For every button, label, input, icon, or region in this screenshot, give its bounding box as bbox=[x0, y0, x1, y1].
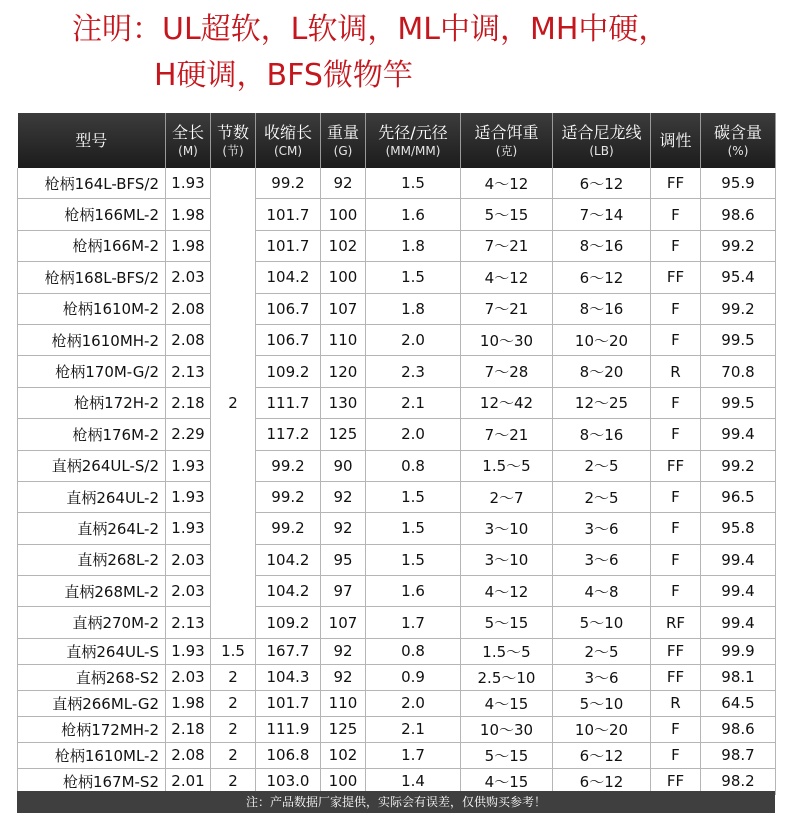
table-cell: 99.9 bbox=[701, 638, 776, 664]
table-cell: 6～12 bbox=[553, 168, 651, 199]
table-cell: 104.3 bbox=[256, 664, 321, 690]
table-cell: 107 bbox=[321, 607, 366, 638]
table-cell: 10～30 bbox=[461, 324, 553, 355]
table-cell: 8～16 bbox=[553, 230, 651, 261]
column-header-unit: (G) bbox=[333, 143, 353, 158]
table-cell: 0.9 bbox=[366, 664, 461, 690]
table-cell: 117.2 bbox=[256, 419, 321, 450]
table-cell: 1.5 bbox=[366, 481, 461, 512]
spec-table bbox=[17, 113, 776, 795]
table-cell: 5～10 bbox=[553, 690, 651, 716]
column-header-label: 碳含量 bbox=[713, 122, 762, 142]
table-row bbox=[18, 576, 776, 607]
column-header-unit: (克) bbox=[495, 143, 518, 158]
table-cell: 8～16 bbox=[553, 419, 651, 450]
table-cell: 99.2 bbox=[701, 293, 776, 324]
table-cell: 直柄268ML-2 bbox=[18, 576, 166, 607]
table-cell: 99.5 bbox=[701, 387, 776, 418]
note-line-1: 注明：UL超软，L软调，ML中调，MH中硬， bbox=[72, 12, 669, 47]
table-cell: 92 bbox=[321, 513, 366, 544]
table-cell: 95.4 bbox=[701, 262, 776, 293]
table-cell: 6～12 bbox=[553, 742, 651, 768]
table-cell: 1.93 bbox=[166, 513, 211, 544]
table-row bbox=[18, 356, 776, 387]
table-row bbox=[18, 387, 776, 418]
table-row bbox=[18, 419, 776, 450]
table-cell: 100 bbox=[321, 199, 366, 230]
table-cell: 102 bbox=[321, 742, 366, 768]
table-cell: 7～14 bbox=[553, 199, 651, 230]
table-cell: 1.6 bbox=[366, 199, 461, 230]
table-cell: F bbox=[651, 324, 701, 355]
table-cell: 100 bbox=[321, 262, 366, 293]
table-cell: 96.5 bbox=[701, 481, 776, 512]
table-cell: 直柄268-S2 bbox=[18, 664, 166, 690]
table-cell: 4～8 bbox=[553, 576, 651, 607]
table-cell: 110 bbox=[321, 324, 366, 355]
table-row bbox=[18, 450, 776, 481]
table-cell: 99.2 bbox=[256, 481, 321, 512]
table-cell: 106.7 bbox=[256, 324, 321, 355]
table-cell: 10～30 bbox=[461, 716, 553, 742]
table-cell: 92 bbox=[321, 638, 366, 664]
table-cell: 98.7 bbox=[701, 742, 776, 768]
table-cell: 1.8 bbox=[366, 230, 461, 261]
table-cell: 1.98 bbox=[166, 199, 211, 230]
table-row bbox=[18, 293, 776, 324]
table-row bbox=[18, 716, 776, 742]
table-cell: 1.8 bbox=[366, 293, 461, 324]
table-cell: 98.1 bbox=[701, 664, 776, 690]
table-cell: F bbox=[651, 513, 701, 544]
table-cell: 99.4 bbox=[701, 607, 776, 638]
table-cell: 2 bbox=[211, 716, 256, 742]
table-cell: 2.0 bbox=[366, 419, 461, 450]
table-cell: 2.29 bbox=[166, 419, 211, 450]
table-cell: 2.01 bbox=[166, 768, 211, 794]
table-cell: 99.2 bbox=[256, 168, 321, 199]
table-cell: 2.0 bbox=[366, 690, 461, 716]
column-header-label: 适合尼龙线 bbox=[561, 122, 642, 142]
table-cell: 枪柄172H-2 bbox=[18, 387, 166, 418]
table-cell: FF bbox=[651, 664, 701, 690]
table-cell: 直柄268L-2 bbox=[18, 544, 166, 575]
table-row bbox=[18, 262, 776, 293]
column-header-label: 型号 bbox=[75, 130, 108, 150]
table-cell: 1.5～5 bbox=[461, 450, 553, 481]
table-cell: 0.8 bbox=[366, 450, 461, 481]
table-cell: FF bbox=[651, 262, 701, 293]
column-header-unit: (LB) bbox=[589, 143, 614, 158]
table-cell: R bbox=[651, 356, 701, 387]
table-cell: 枪柄1610ML-2 bbox=[18, 742, 166, 768]
table-header-row bbox=[18, 113, 776, 168]
table-cell: 4～12 bbox=[461, 576, 553, 607]
table-cell: 99.2 bbox=[256, 450, 321, 481]
table-row bbox=[18, 742, 776, 768]
table-cell: 0.8 bbox=[366, 638, 461, 664]
table-cell: F bbox=[651, 481, 701, 512]
table-cell: 2.13 bbox=[166, 607, 211, 638]
table-cell: 100 bbox=[321, 768, 366, 794]
table-cell: 7～21 bbox=[461, 419, 553, 450]
table-cell: 2.0 bbox=[366, 324, 461, 355]
table-cell: 1.5 bbox=[366, 544, 461, 575]
table-cell: 枪柄1610M-2 bbox=[18, 293, 166, 324]
table-cell: 2 bbox=[211, 690, 256, 716]
table-cell: 枪柄164L-BFS/2 bbox=[18, 168, 166, 199]
table-cell: 101.7 bbox=[256, 230, 321, 261]
table-cell: 3～6 bbox=[553, 544, 651, 575]
table-row bbox=[18, 168, 776, 199]
column-header bbox=[701, 113, 776, 168]
table-cell: 97 bbox=[321, 576, 366, 607]
table-cell: 111.7 bbox=[256, 387, 321, 418]
column-header-unit: (节) bbox=[222, 143, 244, 158]
column-header-label: 收缩长 bbox=[263, 122, 312, 142]
table-cell: 8～20 bbox=[553, 356, 651, 387]
table-cell: 1.5 bbox=[211, 638, 256, 664]
note-line-2: H硬调，BFS微物竿 bbox=[154, 58, 413, 93]
table-cell: 95.8 bbox=[701, 513, 776, 544]
table-cell: 95.9 bbox=[701, 168, 776, 199]
table-cell: 103.0 bbox=[256, 768, 321, 794]
table-cell: 102 bbox=[321, 230, 366, 261]
table-cell: F bbox=[651, 576, 701, 607]
table-cell: F bbox=[651, 199, 701, 230]
table-cell: 2.13 bbox=[166, 356, 211, 387]
table-cell: R bbox=[651, 690, 701, 716]
table-cell: 120 bbox=[321, 356, 366, 387]
table-row bbox=[18, 481, 776, 512]
column-header bbox=[18, 113, 166, 168]
table-row bbox=[18, 199, 776, 230]
table-cell: 2.08 bbox=[166, 324, 211, 355]
table-cell: 5～15 bbox=[461, 199, 553, 230]
column-header-unit: (CM) bbox=[273, 143, 303, 158]
table-cell: 12～42 bbox=[461, 387, 553, 418]
table-cell: 90 bbox=[321, 450, 366, 481]
table-row bbox=[18, 607, 776, 638]
table-cell: F bbox=[651, 544, 701, 575]
table-cell: F bbox=[651, 387, 701, 418]
table-cell: 4～12 bbox=[461, 168, 553, 199]
column-header-label: 先径/元径 bbox=[378, 122, 448, 142]
table-cell: 2.1 bbox=[366, 716, 461, 742]
table-cell: 99.2 bbox=[701, 230, 776, 261]
table-cell: 3～6 bbox=[553, 513, 651, 544]
table-cell: 5～15 bbox=[461, 742, 553, 768]
table-cell: 98.6 bbox=[701, 716, 776, 742]
table-cell: 2.03 bbox=[166, 544, 211, 575]
table-cell: 110 bbox=[321, 690, 366, 716]
table-cell: 99.2 bbox=[256, 513, 321, 544]
table-cell: 109.2 bbox=[256, 356, 321, 387]
table-cell: 92 bbox=[321, 664, 366, 690]
table-cell: 95 bbox=[321, 544, 366, 575]
column-header bbox=[256, 113, 321, 168]
table-cell: 枪柄166ML-2 bbox=[18, 199, 166, 230]
table-cell: 直柄266ML-G2 bbox=[18, 690, 166, 716]
table-cell: 99.4 bbox=[701, 544, 776, 575]
table-cell: 2.5～10 bbox=[461, 664, 553, 690]
table-cell: 4～15 bbox=[461, 768, 553, 794]
table-cell: 2.03 bbox=[166, 262, 211, 293]
table-cell: 2 bbox=[211, 768, 256, 794]
table-cell: F bbox=[651, 293, 701, 324]
table-cell: 4～12 bbox=[461, 262, 553, 293]
table-cell: 1.5 bbox=[366, 168, 461, 199]
table-cell: 1.6 bbox=[366, 576, 461, 607]
table-cell: 106.8 bbox=[256, 742, 321, 768]
table-cell: 107 bbox=[321, 293, 366, 324]
column-header-unit: (MM/MM) bbox=[385, 143, 441, 158]
table-cell: 2.08 bbox=[166, 293, 211, 324]
table-cell: 1.5～5 bbox=[461, 638, 553, 664]
table-row bbox=[18, 513, 776, 544]
table-cell: FF bbox=[651, 638, 701, 664]
table-cell: 1.93 bbox=[166, 638, 211, 664]
table-cell: 2 bbox=[211, 664, 256, 690]
table-cell: 64.5 bbox=[701, 690, 776, 716]
table-row bbox=[18, 638, 776, 664]
table-cell: 4～15 bbox=[461, 690, 553, 716]
table-cell: 枪柄166M-2 bbox=[18, 230, 166, 261]
table-cell: 130 bbox=[321, 387, 366, 418]
column-header bbox=[553, 113, 651, 168]
table-cell: 167.7 bbox=[256, 638, 321, 664]
table-row bbox=[18, 544, 776, 575]
table-cell: 7～28 bbox=[461, 356, 553, 387]
column-header-label: 重量 bbox=[326, 122, 359, 142]
table-cell: F bbox=[651, 716, 701, 742]
table-cell: 1.7 bbox=[366, 607, 461, 638]
table-cell: RF bbox=[651, 607, 701, 638]
table-cell: 3～10 bbox=[461, 544, 553, 575]
table-cell: 6～12 bbox=[553, 262, 651, 293]
column-header bbox=[166, 113, 211, 168]
table-cell: 99.4 bbox=[701, 419, 776, 450]
table-cell: 99.5 bbox=[701, 324, 776, 355]
table-cell: 2.08 bbox=[166, 742, 211, 768]
table-row bbox=[18, 324, 776, 355]
table-cell: 枪柄170M-G/2 bbox=[18, 356, 166, 387]
table-cell: 2.18 bbox=[166, 387, 211, 418]
table-cell: 2.03 bbox=[166, 576, 211, 607]
table-cell: 106.7 bbox=[256, 293, 321, 324]
table-cell: 10～20 bbox=[553, 716, 651, 742]
table-cell: 70.8 bbox=[701, 356, 776, 387]
table-cell: 111.9 bbox=[256, 716, 321, 742]
column-header-label: 调性 bbox=[659, 130, 692, 150]
table-cell: 2～5 bbox=[553, 638, 651, 664]
table-cell: 109.2 bbox=[256, 607, 321, 638]
column-header-unit: (%) bbox=[727, 143, 749, 158]
table-cell: 直柄270M-2 bbox=[18, 607, 166, 638]
table-cell: 1.98 bbox=[166, 230, 211, 261]
table-cell: 99.4 bbox=[701, 576, 776, 607]
table-cell: 1.7 bbox=[366, 742, 461, 768]
table-cell: 1.93 bbox=[166, 168, 211, 199]
table-cell: 92 bbox=[321, 481, 366, 512]
column-header-unit: (M) bbox=[178, 143, 198, 158]
table-cell: 12～25 bbox=[553, 387, 651, 418]
table-cell: 2～5 bbox=[553, 450, 651, 481]
column-header bbox=[651, 113, 701, 168]
table-cell: 6～12 bbox=[553, 768, 651, 794]
column-header-label: 适合饵重 bbox=[474, 122, 539, 142]
table-cell: 直柄264UL-S bbox=[18, 638, 166, 664]
table-cell: 104.2 bbox=[256, 576, 321, 607]
table-cell: 1.5 bbox=[366, 513, 461, 544]
table-cell: 2.18 bbox=[166, 716, 211, 742]
table-row bbox=[18, 690, 776, 716]
table-cell: 10～20 bbox=[553, 324, 651, 355]
table-body bbox=[18, 168, 776, 794]
table-cell: 枪柄167M-S2 bbox=[18, 768, 166, 794]
table-cell: 2.03 bbox=[166, 664, 211, 690]
table-cell: F bbox=[651, 742, 701, 768]
table-cell: 2 bbox=[211, 742, 256, 768]
column-header bbox=[211, 113, 256, 168]
table-cell: 枪柄172MH-2 bbox=[18, 716, 166, 742]
table-cell: 98.6 bbox=[701, 199, 776, 230]
column-header-label: 节数 bbox=[216, 122, 249, 142]
table-cell: 枪柄168L-BFS/2 bbox=[18, 262, 166, 293]
table-cell: 5～10 bbox=[553, 607, 651, 638]
column-header bbox=[321, 113, 366, 168]
footer-disclaimer: 注：产品数据厂家提供，实际会有误差，仅供购买参考！ bbox=[17, 791, 775, 813]
table-cell: 直柄264L-2 bbox=[18, 513, 166, 544]
table-cell: FF bbox=[651, 450, 701, 481]
table-cell: 枪柄1610MH-2 bbox=[18, 324, 166, 355]
table-cell: 99.2 bbox=[701, 450, 776, 481]
table-cell: 直柄264UL-2 bbox=[18, 481, 166, 512]
table-row bbox=[18, 230, 776, 261]
table-cell: 125 bbox=[321, 419, 366, 450]
column-header bbox=[366, 113, 461, 168]
merged-sections-cell: 2 bbox=[211, 168, 256, 638]
table-cell: FF bbox=[651, 768, 701, 794]
table-cell: F bbox=[651, 419, 701, 450]
table-cell: 1.93 bbox=[166, 450, 211, 481]
table-cell: 101.7 bbox=[256, 199, 321, 230]
table-cell: 104.2 bbox=[256, 544, 321, 575]
table-cell: 7～21 bbox=[461, 293, 553, 324]
table-cell: 2～5 bbox=[553, 481, 651, 512]
table-cell: 92 bbox=[321, 168, 366, 199]
table-cell: 5～15 bbox=[461, 607, 553, 638]
table-cell: 104.2 bbox=[256, 262, 321, 293]
table-cell: 1.98 bbox=[166, 690, 211, 716]
table-cell: 枪柄176M-2 bbox=[18, 419, 166, 450]
table-cell: FF bbox=[651, 168, 701, 199]
table-cell: 2.1 bbox=[366, 387, 461, 418]
table-row bbox=[18, 664, 776, 690]
table-cell: 直柄264UL-S/2 bbox=[18, 450, 166, 481]
table-cell: 1.93 bbox=[166, 481, 211, 512]
table-cell: 2～7 bbox=[461, 481, 553, 512]
table-cell: 1.4 bbox=[366, 768, 461, 794]
column-header-label: 全长 bbox=[171, 122, 204, 142]
column-header bbox=[461, 113, 553, 168]
table-cell: 7～21 bbox=[461, 230, 553, 261]
table-cell: 98.2 bbox=[701, 768, 776, 794]
table-cell: F bbox=[651, 230, 701, 261]
table-cell: 3～6 bbox=[553, 664, 651, 690]
table-cell: 101.7 bbox=[256, 690, 321, 716]
table-cell: 8～16 bbox=[553, 293, 651, 324]
table-cell: 125 bbox=[321, 716, 366, 742]
table-cell: 3～10 bbox=[461, 513, 553, 544]
table-cell: 1.5 bbox=[366, 262, 461, 293]
table-cell: 2.3 bbox=[366, 356, 461, 387]
